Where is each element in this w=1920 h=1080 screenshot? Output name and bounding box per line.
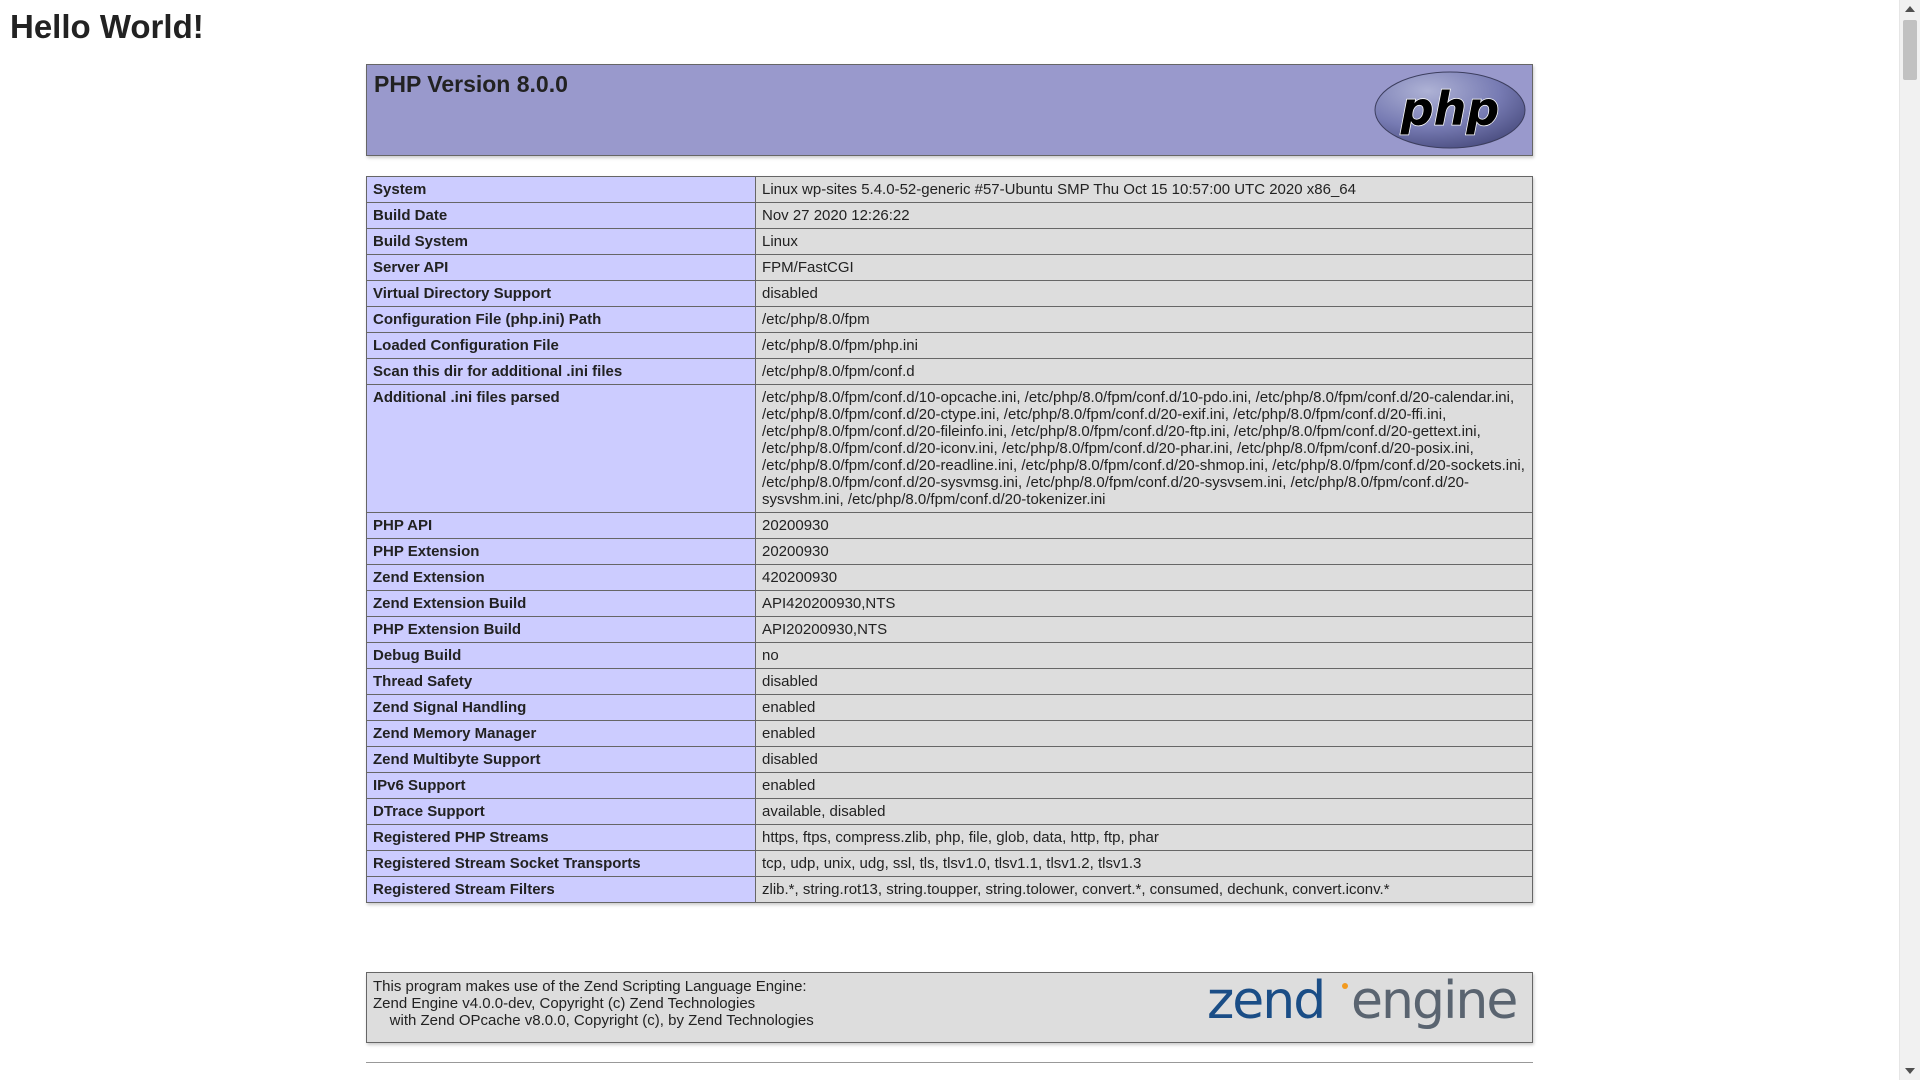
info-key: PHP Extension — [367, 539, 756, 565]
info-row — [367, 825, 1533, 851]
zend-engine-box — [366, 972, 1533, 1043]
php-info-table — [366, 176, 1533, 903]
php-logo-icon[interactable] — [1374, 71, 1526, 154]
info-row — [367, 695, 1533, 721]
page-heading: Hello World! — [10, 8, 204, 45]
zend-engine-logo-icon[interactable] — [1207, 976, 1527, 1045]
info-value: API420200930,NTS — [756, 591, 1533, 617]
zend-notice-line: with Zend OPcache v8.0.0, Copyright (c), by Zend Technologies — [373, 1012, 814, 1029]
zend-notice-line: Zend Engine v4.0.0-dev, Copyright (c) Zend Technologies — [373, 995, 756, 1012]
info-key: System — [367, 177, 756, 203]
info-row — [367, 877, 1533, 903]
info-row — [367, 307, 1533, 333]
info-value: https, ftps, compress.zlib, php, file, glob, data, http, ftp, phar — [756, 825, 1533, 851]
info-value: disabled — [756, 669, 1533, 695]
info-value: /etc/php/8.0/fpm/conf.d — [756, 359, 1533, 385]
info-row — [367, 177, 1533, 203]
info-value: 420200930 — [756, 565, 1533, 591]
info-key: Registered PHP Streams — [367, 825, 756, 851]
info-value: Linux — [756, 229, 1533, 255]
vertical-scrollbar[interactable] — [1899, 0, 1920, 1080]
info-value: available, disabled — [756, 799, 1533, 825]
info-value: /etc/php/8.0/fpm — [756, 307, 1533, 333]
info-key: Zend Multibyte Support — [367, 747, 756, 773]
svg-text:zend: zend — [1207, 976, 1325, 1031]
info-key: PHP Extension Build — [367, 617, 756, 643]
info-row — [367, 643, 1533, 669]
info-key: Registered Stream Filters — [367, 877, 756, 903]
info-row — [367, 203, 1533, 229]
info-value: Linux wp-sites 5.4.0-52-generic #57-Ubuntu SMP Thu Oct 15 10:57:00 UTC 2020 x86_64 — [756, 177, 1533, 203]
info-key: Debug Build — [367, 643, 756, 669]
info-value: tcp, udp, unix, udg, ssl, tls, tlsv1.0, tlsv1.1, tlsv1.2, tlsv1.3 — [756, 851, 1533, 877]
info-value: FPM/FastCGI — [756, 255, 1533, 281]
info-row — [367, 229, 1533, 255]
info-row — [367, 591, 1533, 617]
info-value: API20200930,NTS — [756, 617, 1533, 643]
info-row — [367, 385, 1533, 513]
php-version-title: PHP Version 8.0.0 — [374, 71, 568, 97]
info-row — [367, 513, 1533, 539]
info-key: Configuration File (php.ini) Path — [367, 307, 756, 333]
info-value: enabled — [756, 773, 1533, 799]
info-key: Additional .ini files parsed — [367, 385, 756, 513]
info-row — [367, 617, 1533, 643]
info-row — [367, 539, 1533, 565]
info-row — [367, 747, 1533, 773]
info-value: no — [756, 643, 1533, 669]
info-key: Scan this dir for additional .ini files — [367, 359, 756, 385]
info-row — [367, 773, 1533, 799]
info-value: zlib.*, string.rot13, string.toupper, string.tolower, convert.*, consumed, dechunk, convert.iconv.* — [756, 877, 1533, 903]
info-key: Build System — [367, 229, 756, 255]
info-value: 20200930 — [756, 539, 1533, 565]
info-key: PHP API — [367, 513, 756, 539]
svg-text:php: php — [1400, 82, 1500, 136]
info-row — [367, 669, 1533, 695]
info-row — [367, 255, 1533, 281]
info-row — [367, 565, 1533, 591]
info-value: disabled — [756, 747, 1533, 773]
info-row — [367, 281, 1533, 307]
info-key: Virtual Directory Support — [367, 281, 756, 307]
info-value: disabled — [756, 281, 1533, 307]
info-key: Zend Signal Handling — [367, 695, 756, 721]
scroll-up-arrow-icon[interactable] — [1905, 6, 1915, 12]
info-row — [367, 333, 1533, 359]
zend-engine-notice — [373, 978, 814, 1029]
info-value: enabled — [756, 695, 1533, 721]
info-key: Registered Stream Socket Transports — [367, 851, 756, 877]
info-key: Zend Memory Manager — [367, 721, 756, 747]
info-key: Thread Safety — [367, 669, 756, 695]
info-row — [367, 851, 1533, 877]
info-row — [367, 721, 1533, 747]
info-value: Nov 27 2020 12:26:22 — [756, 203, 1533, 229]
info-value: /etc/php/8.0/fpm/conf.d/10-opcache.ini, /etc/php/8.0/fpm/conf.d/10-pdo.ini, /etc/php/8.0/fpm/conf.d/20-calendar.ini, /etc/php/8.0/fpm/conf.d/20-ctype.ini, /etc/php/8.0/fpm/conf.d/20-exif.ini, /etc/php/8.0/fpm/conf.d/20-ffi.ini, /etc/php/8.0/fpm/conf.d/20-fileinfo.ini, /etc/php/8.0/fpm/conf.d/20-ftp.ini, /etc/php/8.0/fpm/conf.d/20-gettext.ini, /etc/php/8.0/fpm/conf.d/20-iconv.ini, /etc/php/8.0/fpm/conf.d/20-phar.ini, /etc/php/8.0/fpm/conf.d/20-posix.ini, /etc/php/8.0/fpm/conf.d/20-readline.ini, /etc/php/8.0/fpm/conf.d/20-shmop.ini, /etc/php/8.0/fpm/conf.d/20-sockets.ini, /etc/php/8.0/fpm/conf.d/20-sysvmsg.ini, /etc/php/8.0/fpm/conf.d/20-sysvsem.ini, /etc/php/8.0/fpm/conf.d/20-sysvshm.ini, /etc/php/8.0/fpm/conf.d/20-tokenizer.ini — [756, 385, 1533, 513]
info-row — [367, 359, 1533, 385]
info-key: Zend Extension Build — [367, 591, 756, 617]
info-key: IPv6 Support — [367, 773, 756, 799]
info-key: DTrace Support — [367, 799, 756, 825]
info-key: Loaded Configuration File — [367, 333, 756, 359]
info-value: /etc/php/8.0/fpm/php.ini — [756, 333, 1533, 359]
info-key: Build Date — [367, 203, 756, 229]
zend-notice-line: This program makes use of the Zend Scripting Language Engine: — [373, 978, 807, 995]
scroll-down-arrow-icon[interactable] — [1905, 1068, 1915, 1074]
info-key: Zend Extension — [367, 565, 756, 591]
svg-text:engine: engine — [1351, 976, 1517, 1031]
info-value: enabled — [756, 721, 1533, 747]
info-row — [367, 799, 1533, 825]
php-version-header — [366, 64, 1533, 156]
info-key: Server API — [367, 255, 756, 281]
scrollbar-thumb[interactable] — [1903, 20, 1917, 80]
info-value: 20200930 — [756, 513, 1533, 539]
bottom-divider — [366, 1062, 1533, 1063]
